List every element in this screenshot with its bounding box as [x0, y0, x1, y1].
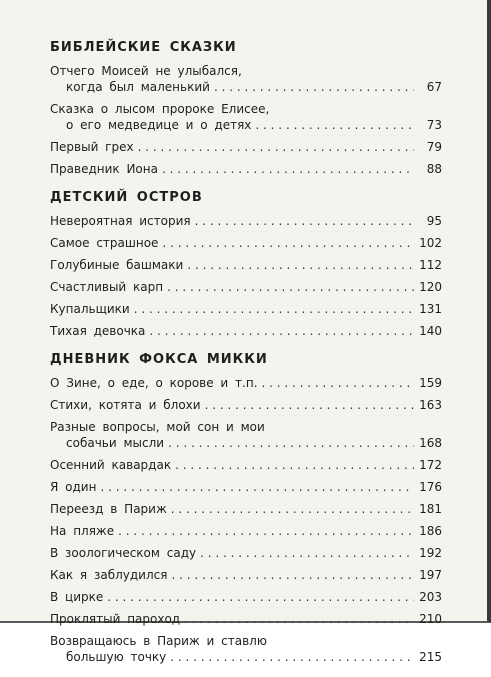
entry-title: Невероятная история — [50, 214, 191, 228]
toc-entry — [50, 589, 442, 605]
entry-title: О Зине, о еде, о корове и т.п. — [50, 376, 258, 390]
dot-leader — [107, 589, 414, 605]
entry-title: Счастливый карп — [50, 280, 164, 294]
entry-title: Первый грех — [50, 140, 134, 154]
section-heading: БИБЛЕЙСКИЕ СКАЗКИ — [50, 40, 237, 55]
toc-entry — [50, 301, 442, 317]
entry-title: На пляже — [50, 524, 115, 538]
page-number: 140 — [419, 324, 442, 338]
page-number: 95 — [426, 214, 442, 228]
dot-leader — [170, 649, 414, 665]
dot-leader — [162, 161, 414, 177]
toc-entry — [50, 213, 442, 229]
page-number: 73 — [426, 118, 442, 132]
entry-title: Я один — [50, 480, 97, 494]
entry-title: В зоологическом саду — [50, 546, 197, 560]
page-number: 168 — [419, 436, 442, 450]
page-number: 172 — [419, 458, 442, 472]
entry-title: Тихая девочка — [50, 324, 146, 338]
toc-entry — [50, 545, 442, 561]
toc-entry — [50, 279, 442, 295]
toc-entry — [50, 397, 442, 413]
section-heading: ДНЕВНИК ФОКСА МИККИ — [50, 352, 268, 367]
dot-leader — [171, 501, 414, 517]
entry-title: Самое страшное — [50, 236, 159, 250]
page-number: 181 — [419, 502, 442, 516]
page-number: 112 — [419, 258, 442, 272]
dot-leader — [214, 79, 414, 95]
page-number: 120 — [419, 280, 442, 294]
page-number: 131 — [419, 302, 442, 316]
dot-leader — [255, 117, 414, 133]
entry-title-line: Разные вопросы, мой сон и мои — [50, 420, 265, 434]
entry-title-line: Возвращаюсь в Париж и ставлю — [50, 634, 267, 648]
entry-title: В цирке — [50, 590, 104, 604]
toc-entry — [50, 257, 442, 273]
entry-title: Переезд в Париж — [50, 502, 167, 516]
dot-leader — [167, 279, 414, 295]
entry-title-line: Отчего Моисей не улыбался, — [50, 64, 242, 78]
page-number: 163 — [419, 398, 442, 412]
toc-entry — [50, 523, 442, 539]
toc-entry — [50, 479, 442, 495]
entry-title: Как я заблудился — [50, 568, 168, 582]
dot-leader — [118, 523, 414, 539]
page-number: 203 — [419, 590, 442, 604]
toc-entry — [50, 101, 442, 133]
entry-title: Стихи, котята и блохи — [50, 398, 201, 412]
toc-entry — [50, 375, 442, 391]
page-number: 159 — [419, 376, 442, 390]
entry-title: Осенний кавардак — [50, 458, 172, 472]
dot-leader — [100, 479, 414, 495]
toc-entry — [50, 139, 442, 155]
entry-title: Праведник Иона — [50, 162, 158, 176]
dot-leader — [175, 457, 414, 473]
toc-entry — [50, 63, 442, 95]
entry-title-line: собачьи мысли — [66, 436, 165, 450]
entry-title: Проклятый пароход — [50, 612, 181, 626]
toc-entry — [50, 501, 442, 517]
toc-entry — [50, 161, 442, 177]
dot-leader — [200, 545, 414, 561]
toc-entry — [50, 419, 442, 451]
section-heading: ДЕТСКИЙ ОСТРОВ — [50, 190, 203, 205]
entry-title-line: о его медведице и о детях — [66, 118, 252, 132]
toc-entry — [50, 323, 442, 339]
page-number: 197 — [419, 568, 442, 582]
entry-title: Купальщики — [50, 302, 130, 316]
page-number: 215 — [419, 650, 442, 664]
page-number: 192 — [419, 546, 442, 560]
table-of-contents — [50, 39, 442, 677]
entry-title: Голубиные башмаки — [50, 258, 184, 272]
dot-leader — [205, 397, 414, 413]
toc-entry — [50, 567, 442, 583]
dot-leader — [195, 213, 414, 229]
dot-leader — [134, 301, 414, 317]
dot-leader — [184, 611, 414, 627]
section-detskiy-ostrov — [50, 189, 442, 339]
dot-leader — [262, 375, 414, 391]
toc-entry — [50, 611, 442, 627]
page-number: 186 — [419, 524, 442, 538]
page-number: 102 — [419, 236, 442, 250]
entry-title-line: когда был маленький — [66, 80, 210, 94]
page-number: 176 — [419, 480, 442, 494]
toc-entry — [50, 235, 442, 251]
page-number: 67 — [426, 80, 442, 94]
page-number: 88 — [426, 162, 442, 176]
dot-leader — [187, 257, 414, 273]
page-number: 79 — [426, 140, 442, 154]
section-bibleyskie-skazki — [50, 39, 442, 177]
section-dnevnik-foksa-mikki — [50, 351, 442, 665]
dot-leader — [138, 139, 414, 155]
entry-title-line: большую точку — [66, 650, 167, 664]
dot-leader — [171, 567, 414, 583]
entry-title-line: Сказка о лысом пророке Елисее, — [50, 102, 270, 116]
toc-entry — [50, 457, 442, 473]
dot-leader — [149, 323, 414, 339]
toc-entry — [50, 633, 442, 665]
page-number: 210 — [419, 612, 442, 626]
dot-leader — [162, 235, 414, 251]
dot-leader — [168, 435, 414, 451]
